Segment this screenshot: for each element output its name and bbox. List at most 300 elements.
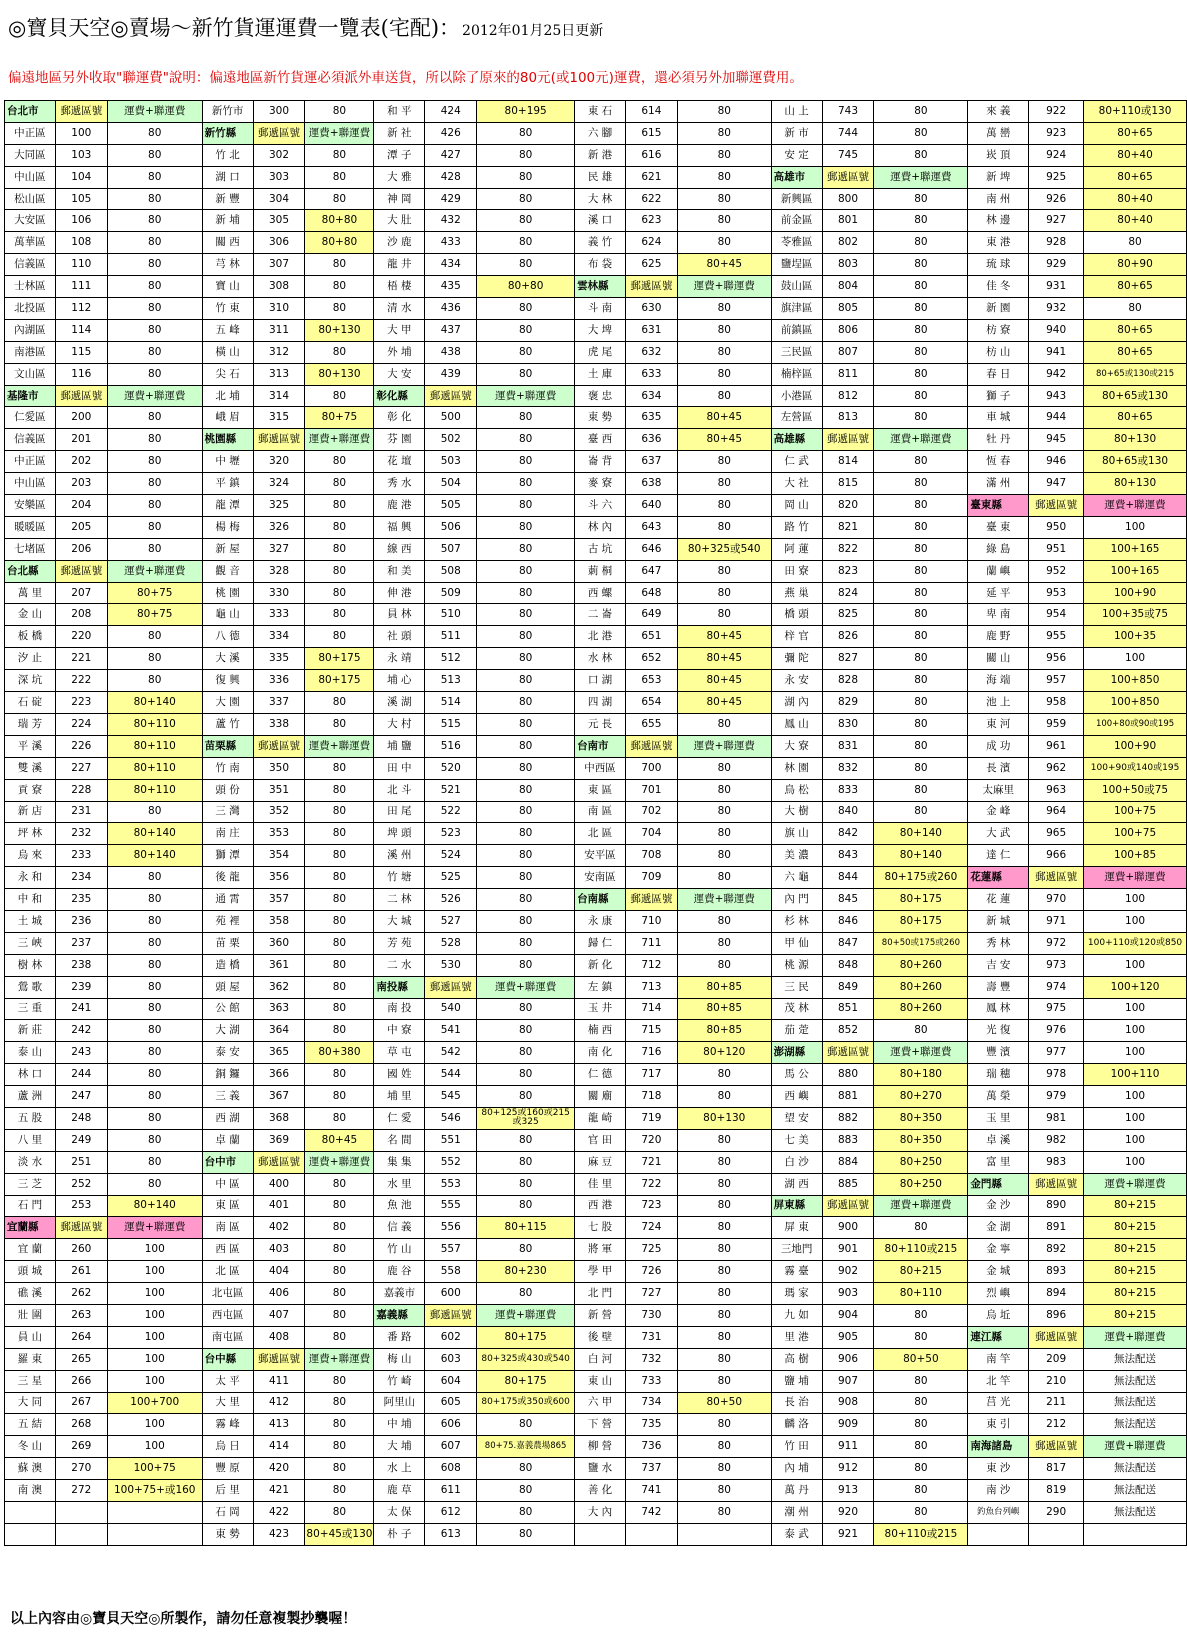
fee-header: 運費+聯運費 [874, 166, 968, 188]
zip-code: 846 [822, 910, 874, 932]
shipping-fee: 80+175 [305, 648, 374, 670]
area-name: 吉 安 [968, 954, 1029, 976]
shipping-fee: 80 [477, 319, 575, 341]
area-name: 麥 寮 [575, 473, 626, 495]
zip-code: 940 [1029, 319, 1084, 341]
zip-code: 528 [425, 932, 477, 954]
area-name: 龜 山 [202, 604, 253, 626]
zip-code: 614 [625, 101, 677, 123]
area-name: 林 口 [5, 1064, 56, 1086]
area-name: 新 埤 [968, 166, 1029, 188]
zip-code: 605 [425, 1392, 477, 1414]
area-name: 芬 園 [374, 429, 425, 451]
zip-code: 922 [1029, 101, 1084, 123]
area-name: 秀 林 [968, 932, 1029, 954]
area-name: 大 埔 [374, 1436, 425, 1458]
zip-code: 509 [425, 582, 477, 604]
area-name: 泰 安 [202, 1042, 253, 1064]
area-name: 後 壁 [575, 1326, 626, 1348]
area-name: 竹 田 [771, 1436, 822, 1458]
zip-code: 311 [253, 319, 305, 341]
shipping-fee: 80 [477, 582, 575, 604]
shipping-fee: 80+215 [1084, 1261, 1187, 1283]
zip-code: 652 [625, 648, 677, 670]
zip-code: 824 [822, 582, 874, 604]
zip-code: 733 [625, 1370, 677, 1392]
area-name: 北 埔 [202, 385, 253, 407]
zip-code [625, 1523, 677, 1545]
shipping-fee: 80 [477, 713, 575, 735]
area-name: 信義區 [5, 429, 56, 451]
zip-code: 655 [625, 713, 677, 735]
shipping-fee: 80+90 [1084, 254, 1187, 276]
table-row [5, 495, 1187, 517]
zip-code: 201 [55, 429, 107, 451]
zip-code: 227 [55, 757, 107, 779]
shipping-fee: 100+75 [107, 1458, 202, 1480]
area-name: 湖 口 [202, 166, 253, 188]
shipping-fee: 80 [305, 713, 374, 735]
shipping-fee: 80+65 [1084, 341, 1187, 363]
area-name: 長 濱 [968, 757, 1029, 779]
zip-code: 955 [1029, 626, 1084, 648]
zip-code: 236 [55, 910, 107, 932]
area-name: 大 安 [374, 363, 425, 385]
zip-code: 721 [625, 1151, 677, 1173]
zip-code: 369 [253, 1129, 305, 1151]
shipping-fee: 80 [677, 1086, 771, 1108]
zip-code: 524 [425, 845, 477, 867]
region-header: 金門縣 [968, 1173, 1029, 1195]
shipping-fee: 80 [305, 692, 374, 714]
shipping-fee: 100+85 [1084, 845, 1187, 867]
zip-header: 郵遞區號 [253, 1151, 305, 1173]
area-name: 新 園 [968, 298, 1029, 320]
shipping-fee: 80 [874, 1020, 968, 1042]
area-name: 莿 桐 [575, 560, 626, 582]
shipping-fee: 100 [107, 1261, 202, 1283]
fee-header: 運費+聯運費 [1084, 867, 1187, 889]
table-row [5, 670, 1187, 692]
shipping-fee: 100 [1084, 516, 1187, 538]
area-name: 南 庄 [202, 823, 253, 845]
area-name: 鼓山區 [771, 276, 822, 298]
table-row [5, 451, 1187, 473]
zip-code: 908 [822, 1392, 874, 1414]
shipping-fee: 80 [305, 1436, 374, 1458]
zip-code: 110 [55, 254, 107, 276]
zip-code: 541 [425, 1020, 477, 1042]
shipping-fee: 80 [305, 954, 374, 976]
zip-code: 947 [1029, 473, 1084, 495]
shipping-fee: 80 [305, 1392, 374, 1414]
shipping-fee: 80 [874, 1502, 968, 1524]
area-name: 綠 島 [968, 538, 1029, 560]
shipping-fee: 80 [107, 1042, 202, 1064]
fee-header: 運費+聯運費 [305, 429, 374, 451]
zip-code: 731 [625, 1326, 677, 1348]
area-name: 士林區 [5, 276, 56, 298]
table-row [5, 713, 1187, 735]
shipping-fee: 80 [107, 889, 202, 911]
area-name: 南港區 [5, 341, 56, 363]
area-name: 仁愛區 [5, 407, 56, 429]
shipping-fee: 100+90 [1084, 735, 1187, 757]
shipping-fee: 80+175或350或600 [477, 1392, 575, 1414]
zip-code: 220 [55, 626, 107, 648]
zip-code: 424 [425, 101, 477, 123]
area-name: 二 水 [374, 954, 425, 976]
area-name: 內湖區 [5, 319, 56, 341]
zip-code [1029, 1523, 1084, 1545]
area-name: 西屯區 [202, 1304, 253, 1326]
shipping-fee: 80 [107, 1086, 202, 1108]
zip-code: 962 [1029, 757, 1084, 779]
area-name: 五 峰 [202, 319, 253, 341]
zip-code: 624 [625, 232, 677, 254]
area-name: 三 峽 [5, 932, 56, 954]
shipping-fee: 80 [305, 473, 374, 495]
shipping-fee: 80+260 [874, 954, 968, 976]
fee-header: 運費+聯運費 [305, 1151, 374, 1173]
zip-code: 704 [625, 823, 677, 845]
shipping-fee: 80 [677, 516, 771, 538]
shipping-fee: 80 [107, 1173, 202, 1195]
area-name: 將 軍 [575, 1239, 626, 1261]
shipping-fee: 80 [107, 210, 202, 232]
area-name: 大安區 [5, 210, 56, 232]
shipping-fee: 80 [677, 122, 771, 144]
shipping-fee: 80 [107, 867, 202, 889]
zip-code: 320 [253, 451, 305, 473]
shipping-fee: 80 [874, 122, 968, 144]
area-name: 達 仁 [968, 845, 1029, 867]
fee-header: 運費+聯運費 [107, 385, 202, 407]
shipping-fee: 80 [677, 1261, 771, 1283]
shipping-fee: 80 [477, 1042, 575, 1064]
area-name: 東 勢 [202, 1523, 253, 1545]
zip-code: 970 [1029, 889, 1084, 911]
zip-code: 367 [253, 1086, 305, 1108]
shipping-fee: 80 [107, 276, 202, 298]
area-name: 楊 梅 [202, 516, 253, 538]
area-name: 長 治 [771, 1392, 822, 1414]
zip-code: 212 [1029, 1414, 1084, 1436]
shipping-fee: 80+110 [107, 757, 202, 779]
zip-code: 632 [625, 341, 677, 363]
shipping-fee: 80 [677, 473, 771, 495]
page-title [8, 12, 603, 42]
zip-header: 郵遞區號 [253, 122, 305, 144]
zip-code: 844 [822, 867, 874, 889]
shipping-fee: 80+230 [477, 1261, 575, 1283]
zip-code: 226 [55, 735, 107, 757]
area-name: 水 里 [374, 1173, 425, 1195]
area-name: 瑞 穗 [968, 1064, 1029, 1086]
shipping-fee: 80+130 [1084, 429, 1187, 451]
area-name: 烈 嶼 [968, 1283, 1029, 1305]
zip-code: 883 [822, 1129, 874, 1151]
area-name: 旗津區 [771, 298, 822, 320]
shipping-fee: 100+850 [1084, 670, 1187, 692]
area-name: 永 康 [575, 910, 626, 932]
shipping-fee: 80+75 [305, 407, 374, 429]
zip-code: 894 [1029, 1283, 1084, 1305]
area-name: 烏 坵 [968, 1304, 1029, 1326]
zip-code: 823 [822, 560, 874, 582]
shipping-fee: 80 [477, 144, 575, 166]
area-name: 北 竿 [968, 1370, 1029, 1392]
shipping-fee: 80 [305, 144, 374, 166]
zip-code: 105 [55, 188, 107, 210]
area-name: 三 灣 [202, 801, 253, 823]
shipping-fee: 80+120 [677, 1042, 771, 1064]
zip-code: 800 [822, 188, 874, 210]
zip-code: 507 [425, 538, 477, 560]
shipping-fee: 80 [874, 713, 968, 735]
zip-code: 606 [425, 1414, 477, 1436]
zip-code: 635 [625, 407, 677, 429]
area-name: 湖 內 [771, 692, 822, 714]
area-name: 復 興 [202, 670, 253, 692]
area-name: 斗 南 [575, 298, 626, 320]
zip-code: 106 [55, 210, 107, 232]
zip-code: 325 [253, 495, 305, 517]
zip-code: 723 [625, 1195, 677, 1217]
shipping-fee: 80 [477, 779, 575, 801]
shipping-fee: 80 [305, 626, 374, 648]
area-name: 岡 山 [771, 495, 822, 517]
zip-code: 830 [822, 713, 874, 735]
area-name: 樹 林 [5, 954, 56, 976]
area-name: 杉 林 [771, 910, 822, 932]
zip-code: 115 [55, 341, 107, 363]
shipping-fee: 80 [107, 188, 202, 210]
fee-header: 運費+聯運費 [874, 429, 968, 451]
zip-code: 803 [822, 254, 874, 276]
zip-code: 717 [625, 1064, 677, 1086]
zip-code: 702 [625, 801, 677, 823]
shipping-fee: 80 [305, 976, 374, 998]
area-name: 三 義 [202, 1086, 253, 1108]
shipping-fee: 80 [677, 757, 771, 779]
shipping-fee: 80 [677, 713, 771, 735]
zip-code: 237 [55, 932, 107, 954]
zip-code: 833 [822, 779, 874, 801]
zip-code: 827 [822, 648, 874, 670]
area-name: 新 市 [771, 122, 822, 144]
zip-code: 603 [425, 1348, 477, 1370]
area-name: 前金區 [771, 210, 822, 232]
area-name: 內 門 [771, 889, 822, 911]
region-header: 台中縣 [202, 1348, 253, 1370]
shipping-fee: 80 [477, 122, 575, 144]
shipping-fee: 80 [477, 1239, 575, 1261]
area-name: 埤 頭 [374, 823, 425, 845]
zip-code: 737 [625, 1458, 677, 1480]
area-name: 麻 豆 [575, 1151, 626, 1173]
table-row [5, 757, 1187, 779]
area-name: 褒 忠 [575, 385, 626, 407]
area-name: 新竹市 [202, 101, 253, 123]
table-row [5, 276, 1187, 298]
table-row [5, 298, 1187, 320]
shipping-fee: 80+65 [1084, 276, 1187, 298]
area-name: 琉 球 [968, 254, 1029, 276]
zip-header: 郵遞區號 [822, 429, 874, 451]
zip-code: 896 [1029, 1304, 1084, 1326]
shipping-fee: 80 [874, 232, 968, 254]
area-name: 八 里 [5, 1129, 56, 1151]
shipping-fee: 80 [477, 166, 575, 188]
zip-code: 906 [822, 1348, 874, 1370]
area-name: 南 澳 [5, 1480, 56, 1502]
area-name: 蘇 澳 [5, 1458, 56, 1480]
shipping-fee: 80 [305, 1261, 374, 1283]
zip-code: 709 [625, 867, 677, 889]
table-row [5, 1020, 1187, 1042]
area-name: 新興區 [771, 188, 822, 210]
zip-code: 925 [1029, 166, 1084, 188]
zip-code: 983 [1029, 1151, 1084, 1173]
shipping-fee: 80+85 [677, 1020, 771, 1042]
area-name: 下 營 [575, 1414, 626, 1436]
shipping-fee: 80+215 [1084, 1304, 1187, 1326]
shipping-fee: 80 [874, 648, 968, 670]
shipping-fee: 80+110 [874, 1283, 968, 1305]
shipping-fee: 80 [677, 495, 771, 517]
area-name: 學 甲 [575, 1261, 626, 1283]
shipping-fee: 80 [305, 451, 374, 473]
zip-code: 413 [253, 1414, 305, 1436]
shipping-fee: 80 [107, 976, 202, 998]
area-name: 頭 城 [5, 1261, 56, 1283]
area-name: 車 城 [968, 407, 1029, 429]
shipping-fee: 80+110 [107, 735, 202, 757]
area-name: 南 沙 [968, 1480, 1029, 1502]
zip-code: 205 [55, 516, 107, 538]
area-name: 埔 里 [374, 1086, 425, 1108]
shipping-fee: 80+85 [677, 976, 771, 998]
area-name: 官 田 [575, 1129, 626, 1151]
area-name: 溪 湖 [374, 692, 425, 714]
zip-code: 710 [625, 910, 677, 932]
area-name: 汐 止 [5, 648, 56, 670]
zip-header: 郵遞區號 [822, 1042, 874, 1064]
zip-code: 407 [253, 1304, 305, 1326]
area-name: 內 埔 [771, 1458, 822, 1480]
zip-code: 943 [1029, 385, 1084, 407]
shipping-fee: 80 [874, 735, 968, 757]
shipping-fee: 80 [477, 1064, 575, 1086]
area-name: 石 碇 [5, 692, 56, 714]
area-name: 銅 鑼 [202, 1064, 253, 1086]
area-name: 北 區 [202, 1261, 253, 1283]
area-name: 林 園 [771, 757, 822, 779]
zip-code: 805 [822, 298, 874, 320]
zip-code: 116 [55, 363, 107, 385]
shipping-fee: 80 [677, 1151, 771, 1173]
area-name: 燕 巢 [771, 582, 822, 604]
zip-code: 521 [425, 779, 477, 801]
zip-code: 613 [425, 1523, 477, 1545]
area-name: 潭 子 [374, 144, 425, 166]
shipping-fee: 80 [107, 1020, 202, 1042]
zip-code: 358 [253, 910, 305, 932]
zip-code: 625 [625, 254, 677, 276]
zip-code: 303 [253, 166, 305, 188]
area-name: 玉 里 [968, 1107, 1029, 1129]
area-name: 東 港 [968, 232, 1029, 254]
area-name: 太 平 [202, 1370, 253, 1392]
zip-code: 831 [822, 735, 874, 757]
zip-code: 651 [625, 626, 677, 648]
zip-header: 郵遞區號 [1029, 1326, 1084, 1348]
area-name: 林 內 [575, 516, 626, 538]
shipping-fee: 80+380 [305, 1042, 374, 1064]
area-name: 鶯 歌 [5, 976, 56, 998]
zip-code: 623 [625, 210, 677, 232]
table-row [5, 604, 1187, 626]
table-row [5, 1480, 1187, 1502]
zip-code: 555 [425, 1195, 477, 1217]
area-name: 鹽埕區 [771, 254, 822, 276]
table-row [5, 626, 1187, 648]
shipping-fee: 80+180 [874, 1064, 968, 1086]
area-name: 雙 溪 [5, 757, 56, 779]
zip-code: 806 [822, 319, 874, 341]
zip-code: 523 [425, 823, 477, 845]
shipping-fee: 80 [874, 144, 968, 166]
area-name: 仁 德 [575, 1064, 626, 1086]
zip-header: 郵遞區號 [55, 1217, 107, 1239]
zip-code: 852 [822, 1020, 874, 1042]
area-name: 霧 峰 [202, 1414, 253, 1436]
zip-code: 268 [55, 1414, 107, 1436]
shipping-fee: 無法配送 [1084, 1370, 1187, 1392]
zip-code: 427 [425, 144, 477, 166]
shipping-fee: 80 [477, 429, 575, 451]
zip-code: 715 [625, 1020, 677, 1042]
area-name: 東 山 [575, 1370, 626, 1392]
zip-code: 700 [625, 757, 677, 779]
shipping-fee: 80+215 [1084, 1283, 1187, 1305]
area-name: 觀 音 [202, 560, 253, 582]
area-name: 大 寮 [771, 735, 822, 757]
shipping-fee: 100 [107, 1414, 202, 1436]
area-name: 南屯區 [202, 1326, 253, 1348]
zip-code: 952 [1029, 560, 1084, 582]
area-name: 萬 丹 [771, 1480, 822, 1502]
zip-code: 631 [625, 319, 677, 341]
zip-code: 108 [55, 232, 107, 254]
zip-code: 904 [822, 1304, 874, 1326]
shipping-fee: 80+125或160或215或325 [477, 1107, 575, 1129]
area-name: 歸 仁 [575, 932, 626, 954]
shipping-fee: 80 [477, 867, 575, 889]
shipping-fee: 80 [305, 276, 374, 298]
shipping-fee: 100+110或120或850 [1084, 932, 1187, 954]
area-name: 鹿 谷 [374, 1261, 425, 1283]
zip-code: 305 [253, 210, 305, 232]
zip-code: 306 [253, 232, 305, 254]
area-name: 梅 山 [374, 1348, 425, 1370]
fee-header: 運費+聯運費 [1084, 495, 1187, 517]
area-name: 白 沙 [771, 1151, 822, 1173]
shipping-fee: 80 [305, 801, 374, 823]
zip-code: 622 [625, 188, 677, 210]
zip-code: 362 [253, 976, 305, 998]
